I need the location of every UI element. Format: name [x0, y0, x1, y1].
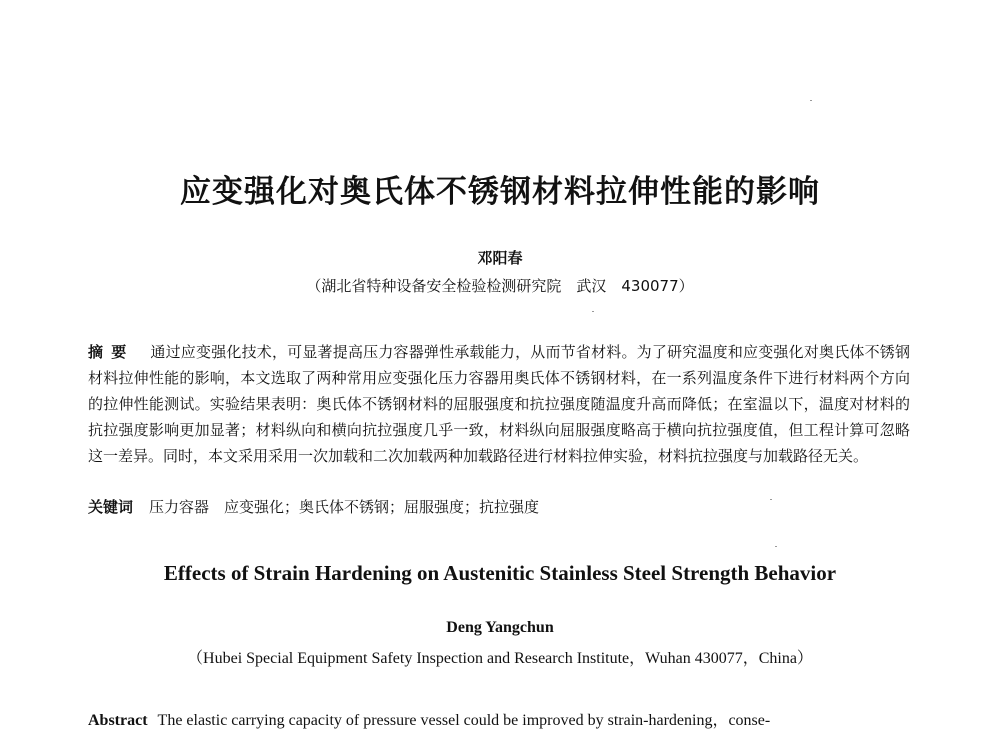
chinese-keywords	[88, 494, 910, 520]
chinese-affiliation: （湖北省特种设备安全检验检测研究院 武汉 430077）	[306, 277, 694, 295]
english-abstract-text: The elastic carrying capacity of pressure vessel could be improved by strain-hardening，conse-	[157, 712, 771, 729]
chinese-abstract-text: 通过应变强化技术，可显著提高压力容器弹性承载能力，从而节省材料。为了研究温度和应变强化对奥氏体不锈钢材料拉伸性能的影响，本文选取了两种常用应变强化压力容器用奥氏体不锈钢材料，在一系列温度条件下进行材料两个方向的拉伸性能测试。实验结果表明：奥氏体不锈钢材料的屈服强度和抗拉强度随温度升高而降低；在室温以下，温度对材料的抗拉强度影响更加显著；材料纵向和横向抗拉强度几乎一致，材料纵向屈服强度略高于横向抗拉强度值，但工程计算可忽略这一差异。同时，本文采用采用一次加载和二次加载两种加载路径进行材料拉伸实验，材料抗拉强度与加载路径无关。	[88, 343, 910, 465]
english-abstract-label: Abstract	[88, 712, 148, 729]
scan-speck	[810, 100, 812, 101]
scan-speck	[770, 499, 772, 500]
english-author: Deng Yangchun	[446, 619, 554, 636]
english-affiliation: （Hubei Special Equipment Safety Inspection and Research Institute，Wuhan 430077，China）	[187, 650, 813, 667]
chinese-title: 应变强化对奥氏体不锈钢材料拉伸性能的影响	[180, 174, 820, 210]
chinese-abstract	[88, 339, 910, 469]
chinese-keywords-text: 压力容器 应变强化；奥氏体不锈钢；屈服强度；抗拉强度	[149, 498, 540, 516]
english-title: Effects of Strain Hardening on Austenitic Stainless Steel Strength Behavior	[163, 561, 837, 585]
scan-speck	[592, 311, 594, 312]
scan-speck	[775, 546, 777, 547]
chinese-abstract-label: 摘要	[88, 343, 135, 361]
chinese-author: 邓阳春	[477, 249, 523, 267]
english-abstract	[88, 707, 910, 730]
chinese-keywords-label: 关键词	[88, 498, 134, 516]
